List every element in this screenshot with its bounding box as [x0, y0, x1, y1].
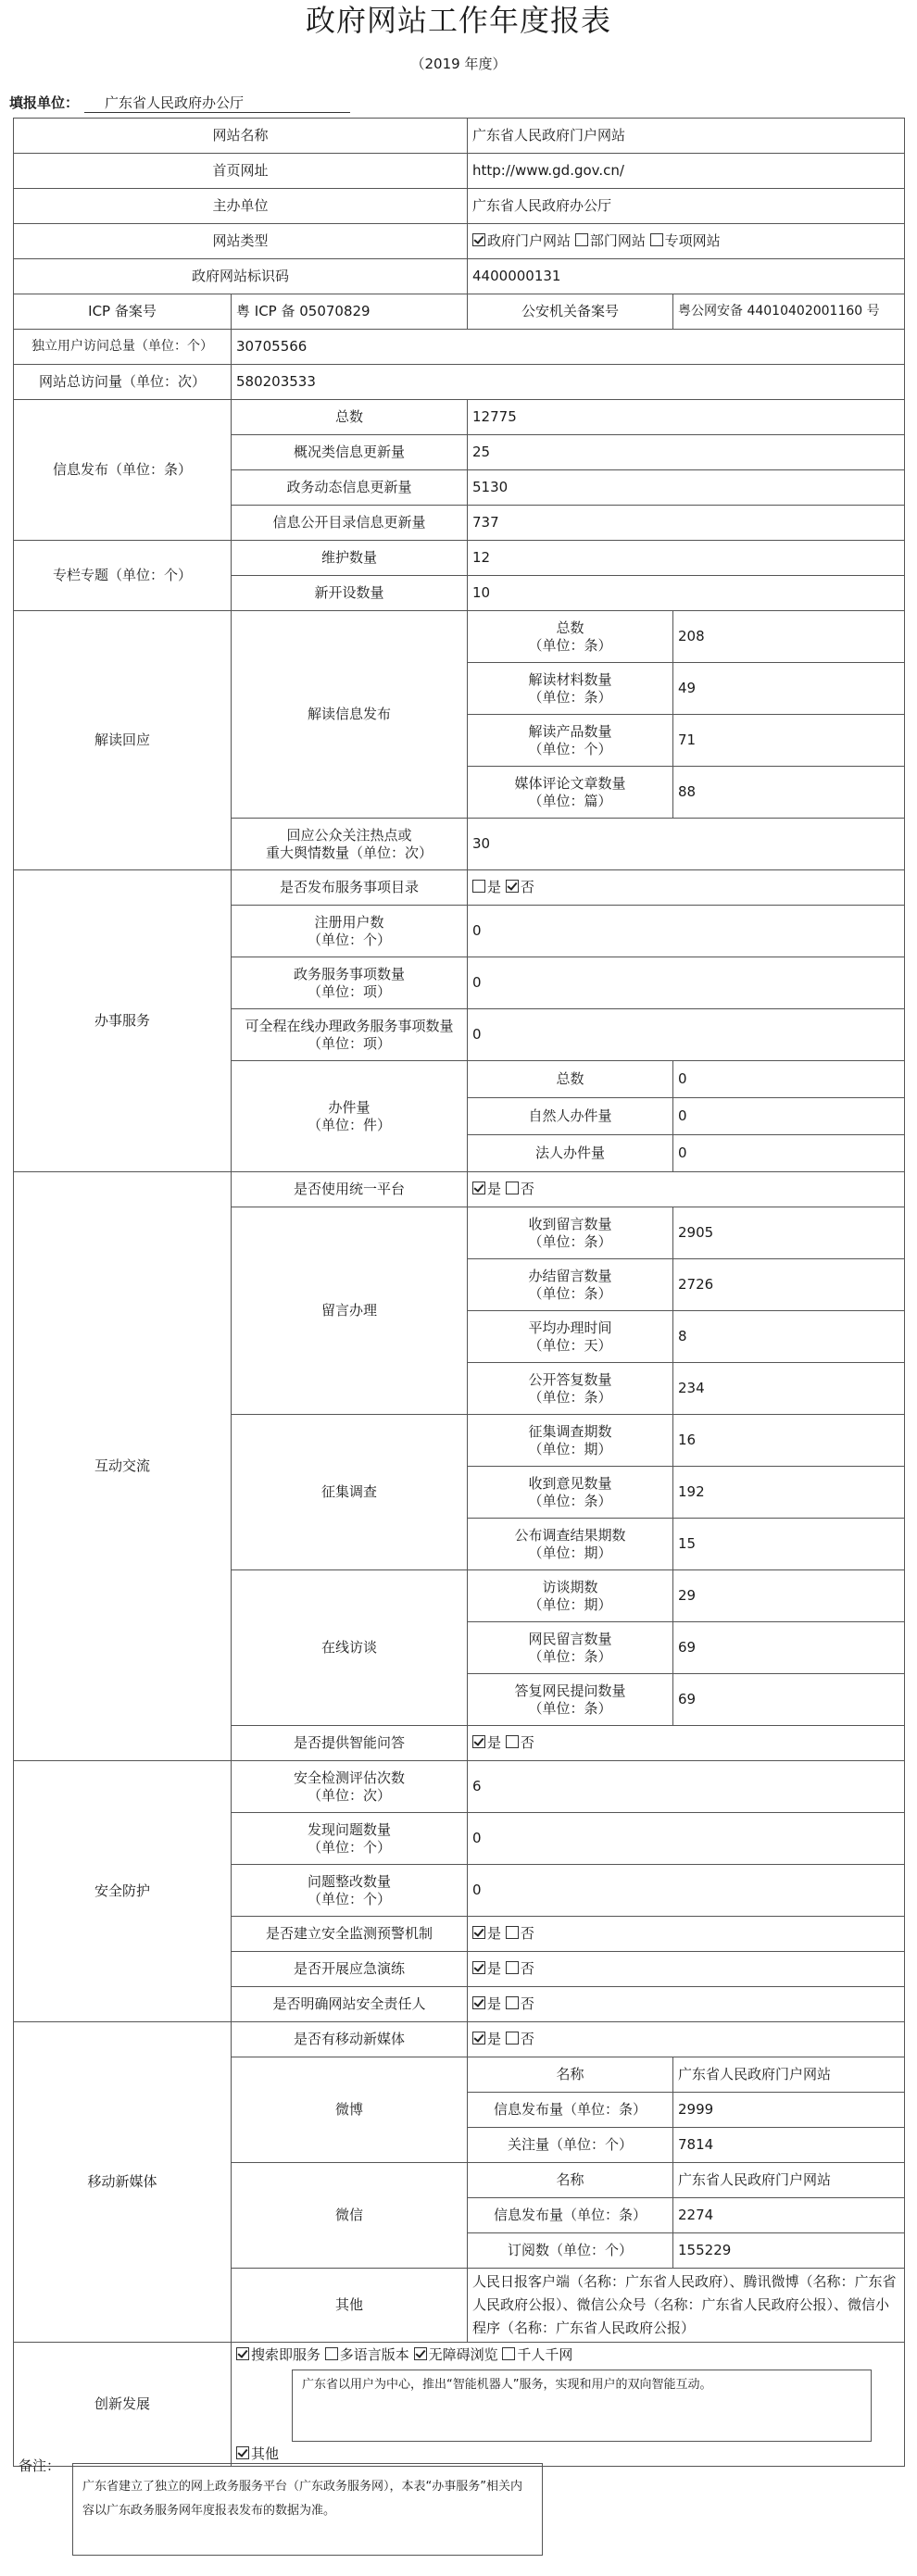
- option-department: 部门网站: [589, 232, 646, 249]
- note-text: 广东省建立了独立的网上政务服务平台（广东政务服务网），本表“办事服务”相关内容以广东政务服务网年度报表发布的数据为准。: [72, 2463, 543, 2556]
- service-items-label: 政务服务事项数量 （单位：项）: [232, 957, 468, 1009]
- table-row: [14, 2022, 905, 2057]
- interact-recv-label: 收到留言数量 （单位：条）: [468, 1207, 673, 1259]
- checkbox-icon[interactable]: [506, 1735, 519, 1748]
- security-section-label: 安全防护: [14, 1761, 232, 2022]
- service-users-label: 注册用户数 （单位：个）: [232, 906, 468, 957]
- option-portal: 政府门户网站: [487, 232, 572, 249]
- service-section-label: 办事服务: [14, 870, 232, 1172]
- interact-msg-label: 留言办理: [232, 1207, 468, 1415]
- checkbox-icon[interactable]: [650, 233, 663, 246]
- mobile-weibo-posts: 2999: [673, 2093, 905, 2128]
- site-type-options: [468, 224, 905, 259]
- innovation-section-label: 创新发展: [14, 2343, 232, 2467]
- psb-value: 粤公网安备 44010402001160 号: [673, 294, 905, 330]
- table-row: [14, 330, 905, 365]
- mobile-wechat-posts-label: 信息发布量（单位：条）: [468, 2198, 673, 2233]
- info-news-value: 5130: [468, 470, 905, 506]
- interact-pub-value: 234: [673, 1363, 905, 1415]
- info-overview-value: 25: [468, 435, 905, 470]
- interp-total-value: 208: [673, 611, 905, 663]
- report-year: （2019 年度）: [410, 56, 507, 72]
- checkbox-icon[interactable]: [506, 1996, 519, 2009]
- mobile-has-options: 是 否: [468, 2022, 905, 2057]
- security-warn-options: 是 否: [468, 1917, 905, 1952]
- security-eval-label: 安全检测评估次数 （单位：次）: [232, 1761, 468, 1813]
- interact-s-opinions-value: 192: [673, 1467, 905, 1519]
- interact-pub-label: 公开答复数量 （单位：条）: [468, 1363, 673, 1415]
- icp-value: 粤 ICP 备 05070829: [232, 294, 468, 330]
- service-handle-total-label: 总数: [468, 1061, 673, 1098]
- checkbox-checked-icon[interactable]: [472, 2032, 485, 2045]
- page-title: 政府网站工作年度报表: [305, 3, 611, 38]
- interact-t-msgs-value: 69: [673, 1622, 905, 1674]
- interact-avg-label: 平均办理时间 （单位：天）: [468, 1311, 673, 1363]
- filing-unit: [9, 93, 350, 113]
- interp-material-value: 49: [673, 663, 905, 715]
- mobile-wechat-label: 微信: [232, 2163, 468, 2269]
- pv-value: 580203533: [232, 365, 905, 400]
- security-found-label: 发现问题数量 （单位：个）: [232, 1813, 468, 1865]
- table-row: [14, 224, 905, 259]
- checkbox-icon[interactable]: [472, 880, 485, 893]
- mobile-wechat-sub-label: 订阅数（单位：个）: [468, 2233, 673, 2269]
- mobile-weibo-posts-label: 信息发布量（单位：条）: [468, 2093, 673, 2128]
- table-row: [14, 2343, 905, 2467]
- security-resp-label: 是否明确网站安全责任人: [232, 1987, 468, 2022]
- innovation-other-text: 广东省以用户为中心，推出“智能机器人”服务，实现和用户的双向智能互动。: [292, 2370, 872, 2442]
- checkbox-checked-icon[interactable]: [472, 1996, 485, 2009]
- service-catalog-label: 是否发布服务事项目录: [232, 870, 468, 906]
- table-row: [14, 154, 905, 189]
- column-section-label: 专栏专题（单位：个）: [14, 541, 232, 611]
- checkbox-checked-icon[interactable]: [472, 1735, 485, 1748]
- column-maintain-label: 维护数量: [232, 541, 468, 576]
- interact-avg-value: 8: [673, 1311, 905, 1363]
- option-special: 专项网站: [664, 232, 721, 249]
- checkbox-icon[interactable]: [502, 2347, 515, 2360]
- mobile-weibo-follow-label: 关注量（单位：个）: [468, 2128, 673, 2163]
- security-found-value: 0: [468, 1813, 905, 1865]
- service-catalog-options: 是 否: [468, 870, 905, 906]
- service-handle-legal-label: 法人办件量: [468, 1135, 673, 1172]
- service-handle-legal-value: 0: [673, 1135, 905, 1172]
- site-id-value: 4400000131: [468, 259, 905, 294]
- checkbox-checked-icon[interactable]: [506, 880, 519, 893]
- table-row: [14, 870, 905, 906]
- info-open-value: 737: [468, 506, 905, 541]
- interp-media-label: 媒体评论文章数量 （单位：篇）: [468, 767, 673, 819]
- report-table: [13, 118, 905, 2467]
- interact-s-results-label: 公布调查结果期数 （单位：期）: [468, 1519, 673, 1570]
- service-items-value: 0: [468, 957, 905, 1009]
- table-row: [14, 259, 905, 294]
- interact-t-answers-value: 69: [673, 1674, 905, 1726]
- column-maintain-value: 12: [468, 541, 905, 576]
- interact-talk-label: 在线访谈: [232, 1570, 468, 1726]
- checkbox-checked-icon[interactable]: [472, 233, 485, 246]
- interp-product-label: 解读产品数量 （单位：个）: [468, 715, 673, 767]
- security-fixed-value: 0: [468, 1865, 905, 1917]
- interp-respond-value: 30: [468, 819, 905, 870]
- checkbox-icon[interactable]: [506, 1961, 519, 1974]
- interact-platform-label: 是否使用统一平台: [232, 1172, 468, 1207]
- interact-section-label: 互动交流: [14, 1172, 232, 1761]
- info-total-value: 12775: [468, 400, 905, 435]
- service-handle-label: 办件量 （单位：件）: [232, 1061, 468, 1172]
- service-handle-total-value: 0: [673, 1061, 905, 1098]
- info-total-label: 总数: [232, 400, 468, 435]
- mobile-other-label: 其他: [232, 2269, 468, 2343]
- service-handle-person-label: 自然人办件量: [468, 1098, 673, 1135]
- interact-s-results-value: 15: [673, 1519, 905, 1570]
- checkbox-icon[interactable]: [575, 233, 588, 246]
- info-news-label: 政务动态信息更新量: [232, 470, 468, 506]
- service-online-label: 可全程在线办理政务服务事项数量 （单位：项）: [232, 1009, 468, 1061]
- interact-smart-label: 是否提供智能问答: [232, 1726, 468, 1761]
- interact-s-issues-value: 16: [673, 1415, 905, 1467]
- site-name-label: 网站名称: [14, 119, 468, 154]
- note-label: 备注：: [19, 2457, 61, 2474]
- info-overview-label: 概况类信息更新量: [232, 435, 468, 470]
- interp-respond-label: 回应公众关注热点或 重大舆情数量（单位：次）: [232, 819, 468, 870]
- filing-unit-value: 广东省人民政府办公厅: [84, 93, 350, 113]
- uv-label: 独立用户访问总量（单位：个）: [14, 330, 232, 365]
- interact-s-issues-label: 征集调查期数 （单位：期）: [468, 1415, 673, 1467]
- info-open-label: 信息公开目录信息更新量: [232, 506, 468, 541]
- site-name-value: 广东省人民政府门户网站: [468, 119, 905, 154]
- table-row: [14, 400, 905, 435]
- mobile-weibo-label: 微博: [232, 2057, 468, 2163]
- column-new-label: 新开设数量: [232, 576, 468, 611]
- checkbox-checked-icon[interactable]: [472, 1961, 485, 1974]
- security-resp-options: 是 否: [468, 1987, 905, 2022]
- mobile-wechat-name: 广东省人民政府门户网站: [673, 2163, 905, 2198]
- psb-label: 公安机关备案号: [468, 294, 673, 330]
- org-label: 主办单位: [14, 189, 468, 224]
- interact-done-value: 2726: [673, 1259, 905, 1311]
- security-warn-label: 是否建立安全监测预警机制: [232, 1917, 468, 1952]
- checkbox-checked-icon[interactable]: [236, 2446, 249, 2459]
- home-url-value: http://www.gd.gov.cn/: [468, 154, 905, 189]
- checkbox-checked-icon[interactable]: [414, 2347, 427, 2360]
- security-eval-value: 6: [468, 1761, 905, 1813]
- checkbox-checked-icon[interactable]: [472, 1926, 485, 1939]
- interp-section-label: 解读回应: [14, 611, 232, 870]
- interp-publish-label: 解读信息发布: [232, 611, 468, 819]
- checkbox-icon[interactable]: [506, 1182, 519, 1194]
- innovation-options: [232, 2343, 905, 2467]
- table-row: [14, 541, 905, 576]
- interact-t-issues-label: 访谈期数 （单位：期）: [468, 1570, 673, 1622]
- icp-label: ICP 备案号: [14, 294, 232, 330]
- mobile-has-label: 是否有移动新媒体: [232, 2022, 468, 2057]
- innovation-checkboxes: 搜索即服务 多语言版本 无障碍浏览 千人千网: [236, 2346, 899, 2364]
- interact-t-issues-value: 29: [673, 1570, 905, 1622]
- uv-value: 30705566: [232, 330, 905, 365]
- table-row: [14, 611, 905, 663]
- interact-survey-label: 征集调查: [232, 1415, 468, 1570]
- table-row: [14, 119, 905, 154]
- mobile-wechat-sub: 155229: [673, 2233, 905, 2269]
- mobile-weibo-name: 广东省人民政府门户网站: [673, 2057, 905, 2093]
- table-row: [14, 189, 905, 224]
- checkbox-icon[interactable]: [506, 2032, 519, 2045]
- column-new-value: 10: [468, 576, 905, 611]
- interact-done-label: 办结留言数量 （单位：条）: [468, 1259, 673, 1311]
- interp-material-label: 解读材料数量 （单位：条）: [468, 663, 673, 715]
- security-fixed-label: 问题整改数量 （单位：个）: [232, 1865, 468, 1917]
- home-url-label: 首页网址: [14, 154, 468, 189]
- interact-smart-options: 是 否: [468, 1726, 905, 1761]
- mobile-section-label: 移动新媒体: [14, 2022, 232, 2343]
- service-users-value: 0: [468, 906, 905, 957]
- service-handle-person-value: 0: [673, 1098, 905, 1135]
- interact-t-answers-label: 答复网民提问数量 （单位：条）: [468, 1674, 673, 1726]
- table-row: [14, 1761, 905, 1813]
- org-value: 广东省人民政府办公厅: [468, 189, 905, 224]
- interp-media-value: 88: [673, 767, 905, 819]
- info-section-label: 信息发布（单位：条）: [14, 400, 232, 541]
- table-row: [14, 294, 905, 330]
- filing-unit-label: 填报单位：: [9, 94, 80, 111]
- innovation-other: 其他: [236, 2445, 899, 2463]
- table-row: [14, 1172, 905, 1207]
- security-drill-options: 是 否: [468, 1952, 905, 1987]
- checkbox-icon[interactable]: [325, 2347, 338, 2360]
- table-row: [14, 365, 905, 400]
- mobile-wechat-posts: 2274: [673, 2198, 905, 2233]
- site-id-label: 政府网站标识码: [14, 259, 468, 294]
- interp-product-value: 71: [673, 715, 905, 767]
- interact-recv-value: 2905: [673, 1207, 905, 1259]
- mobile-other-value: 人民日报客户端（名称：广东省人民政府）、腾讯微博（名称：广东省人民政府公报）、微信公众号（名称：广东省人民政府公报）、微信小程序（名称：广东省人民政府公报）: [468, 2269, 905, 2343]
- service-online-value: 0: [468, 1009, 905, 1061]
- pv-label: 网站总访问量（单位：次）: [14, 365, 232, 400]
- checkbox-checked-icon[interactable]: [472, 1182, 485, 1194]
- mobile-weibo-name-label: 名称: [468, 2057, 673, 2093]
- checkbox-checked-icon[interactable]: [236, 2347, 249, 2360]
- mobile-wechat-name-label: 名称: [468, 2163, 673, 2198]
- interact-platform-options: 是 否: [468, 1172, 905, 1207]
- interp-total-label: 总数 （单位：条）: [468, 611, 673, 663]
- site-type-label: 网站类型: [14, 224, 468, 259]
- interact-s-opinions-label: 收到意见数量 （单位：条）: [468, 1467, 673, 1519]
- interact-t-msgs-label: 网民留言数量 （单位：条）: [468, 1622, 673, 1674]
- mobile-weibo-follow: 7814: [673, 2128, 905, 2163]
- security-drill-label: 是否开展应急演练: [232, 1952, 468, 1987]
- checkbox-icon[interactable]: [506, 1926, 519, 1939]
